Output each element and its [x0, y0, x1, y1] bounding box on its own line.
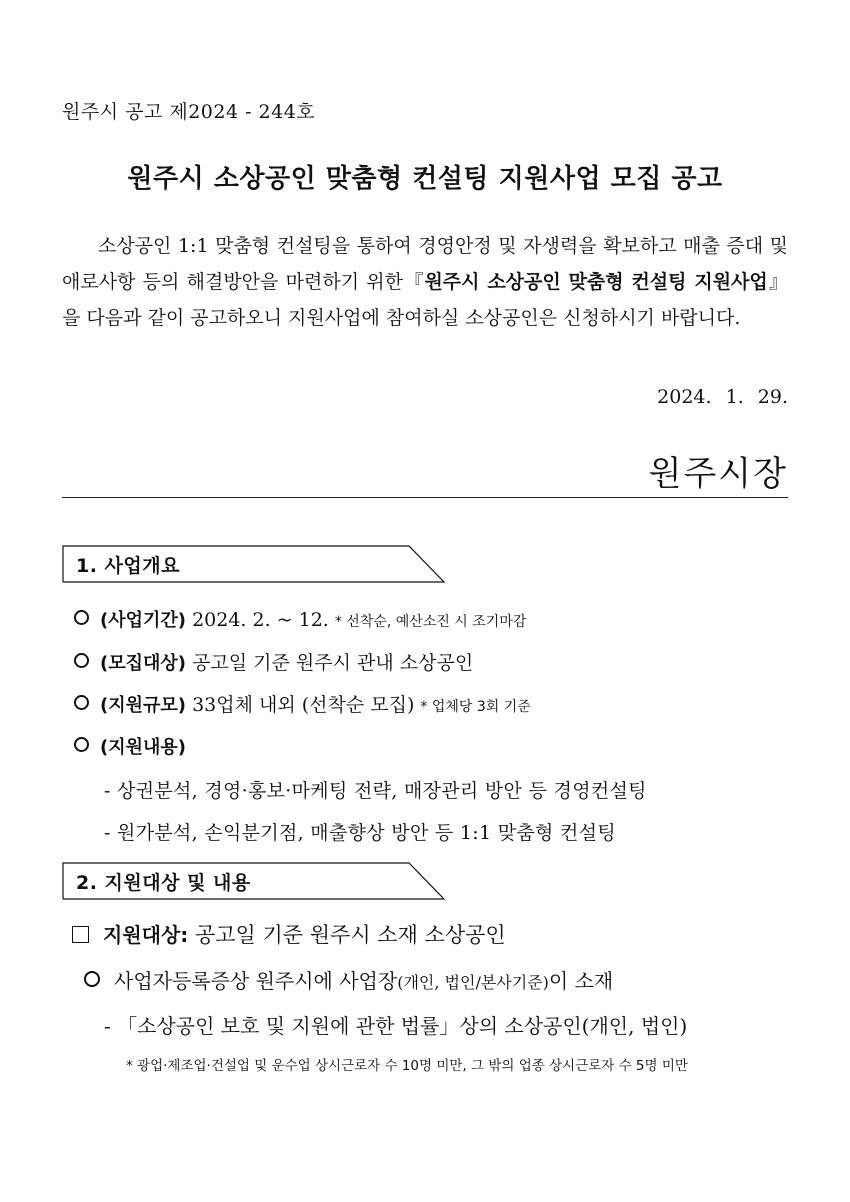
item-label: (모집대상) — [100, 653, 187, 674]
item-text: 공고일 기준 원주시 관내 소상공인 — [192, 652, 474, 674]
circle-bullet-icon — [74, 695, 89, 710]
divider — [62, 497, 788, 498]
item-text-small: (개인, 법인/본사기준) — [397, 973, 549, 992]
item-text: 사업자등록증상 원주시에 사업장 — [114, 969, 398, 993]
section-2-title: 2. 지원대상 및 내용 — [76, 872, 251, 894]
notice-number: 원주시 공고 제2024 - 244호 — [62, 101, 316, 123]
item-note: * 선착순, 예산소진 시 조기마감 — [334, 614, 527, 630]
list-item — [74, 733, 186, 759]
footnote: * 광업·제조업·건설업 및 운수업 상시근로자 수 10명 미만, 그 밖의 업종 상시근로자 수 5명 미만 — [126, 1058, 688, 1074]
item-text: 2024. 2. ~ 12. — [192, 609, 329, 631]
circle-bullet-icon — [74, 653, 89, 668]
sub-item — [104, 1010, 687, 1039]
item-text: - 「소상공인 보호 및 지원에 관한 법률」상의 소상공인 — [104, 1014, 582, 1038]
sub-item: - 상권분석, 경영·홍보·마케팅 전략, 매장관리 방안 등 경영컨설팅 — [104, 780, 647, 802]
list-item — [84, 965, 613, 994]
circle-bullet-icon — [84, 971, 100, 987]
quote-close: 』 — [767, 271, 788, 293]
target-text: 공고일 기준 원주시 소재 소상공인 — [194, 923, 506, 947]
sub-item: - 원가분석, 손익분기점, 매출향상 방안 등 1:1 맞춤형 컨설팅 — [104, 822, 616, 844]
intro-text-1: 소상공인 1:1 맞춤형 컨설팅을 통하여 경영안정 및 자생력을 확보하고 매출 증대 및 애로사항 등의 해결방안을 마련하기 위한 — [62, 235, 788, 293]
item-text: 이 소재 — [548, 969, 614, 993]
intro-text-2: 을 다음과 같이 공고하오니 지원사업에 참여하실 소상공인은 신청하시기 바랍니다. — [62, 307, 741, 329]
circle-bullet-icon — [74, 737, 89, 752]
list-item — [74, 648, 473, 675]
section-1-title: 1. 사업개요 — [76, 555, 180, 577]
item-text: 33업체 내외 (선착순 모집) — [192, 694, 415, 716]
list-item — [74, 606, 526, 632]
item-label: (지원규모) — [100, 695, 187, 716]
item-note: * 업체당 3회 기준 — [420, 699, 531, 715]
issuer: 원주시장 — [648, 454, 788, 494]
target-item — [72, 919, 506, 949]
square-bullet-icon — [72, 926, 89, 943]
notice-date: 2024. 1. 29. — [657, 386, 788, 408]
target-label: 지원대상: — [103, 923, 189, 947]
item-label: (사업기간) — [100, 610, 187, 631]
item-text-small: (개인, 법인) — [581, 1014, 688, 1038]
item-label: (지원내용) — [100, 737, 187, 758]
intro-paragraph — [62, 228, 788, 336]
page-title: 원주시 소상공인 맞춤형 컨설팅 지원사업 모집 공고 — [127, 164, 723, 194]
list-item — [74, 690, 531, 717]
circle-bullet-icon — [74, 610, 89, 625]
quote-open: 『 — [403, 271, 425, 293]
program-name: 원주시 소상공인 맞춤형 컨설팅 지원사업 — [424, 271, 768, 293]
